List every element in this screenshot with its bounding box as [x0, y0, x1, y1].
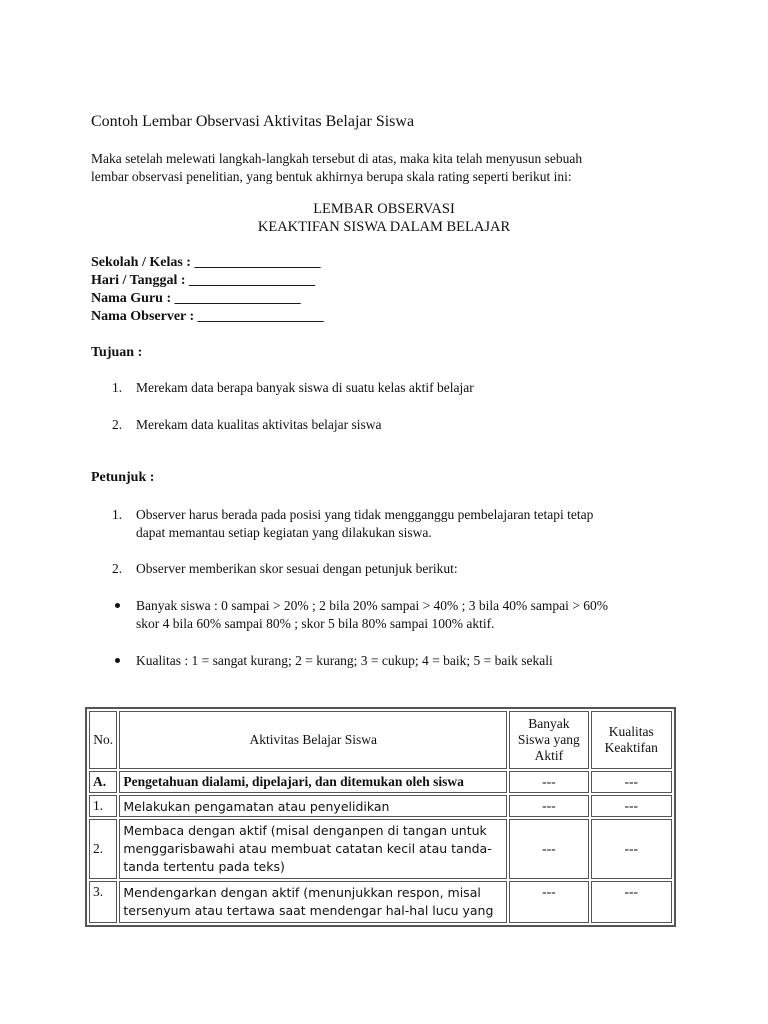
cell-banyak: ---: [509, 881, 588, 923]
item-number: 2.: [112, 417, 123, 432]
cell-banyak: ---: [509, 771, 588, 793]
table-row: [89, 819, 672, 879]
item-number: 1.: [112, 380, 123, 395]
item-line: dapat memantau setiap kegiatan yang dilakukan siswa.: [136, 525, 432, 540]
table-row: [89, 771, 672, 793]
cell-kualitas: ---: [591, 771, 672, 793]
item-number: 1.: [112, 507, 123, 522]
cell-kualitas: ---: [591, 881, 672, 923]
form-heading: LEMBAR OBSERVASI: [313, 201, 455, 217]
table-header-row: [89, 711, 672, 769]
cell-banyak: ---: [509, 819, 588, 879]
tujuan-label: Tujuan :: [91, 345, 143, 360]
cell-banyak: ---: [509, 795, 588, 817]
table-row: [89, 881, 672, 923]
item-line: Observer harus berada pada posisi yang tidak mengganggu pembelajaran tetapi tetap: [136, 507, 594, 522]
item-text: Merekam data kualitas aktivitas belajar siswa: [136, 417, 382, 432]
bullet-icon: [115, 603, 120, 608]
cell-no: 3.: [89, 881, 117, 923]
item-line: Banyak siswa : 0 sampai > 20% ; 2 bila 20% sampai > 40% ; 3 bila 40% sampai > 60%: [136, 598, 609, 613]
cell-no: 2.: [89, 819, 117, 879]
bullet-icon: [115, 658, 120, 663]
form-subheading: KEAKTIFAN SISWA DALAM BELAJAR: [257, 219, 511, 235]
header-banyak-siswa: Banyak Siswa yang Aktif: [509, 711, 588, 769]
document-title: Contoh Lembar Observasi Aktivitas Belajar Siswa: [91, 113, 415, 130]
cell-aktivitas: Pengetahuan dialami, dipelajari, dan ditemukan oleh siswa: [119, 771, 507, 793]
intro-paragraph: [91, 150, 691, 186]
cell-kualitas: ---: [591, 819, 672, 879]
item-text: Merekam data berapa banyak siswa di suatu kelas aktif belajar: [136, 380, 474, 395]
intro-line: lembar observasi penelitian, yang bentuk akhirnya berupa skala rating seperti berikut ini:: [91, 169, 572, 184]
table-row: [89, 795, 672, 817]
item-text: Kualitas : 1 = sangat kurang; 2 = kurang; 3 = cukup; 4 = baik; 5 = baik sekali: [136, 653, 553, 668]
cell-aktivitas: Mendengarkan dengan aktif (menunjukkan respon, misal tersenyum atau tertawa saat mendengar hal-hal lucu yang: [119, 881, 507, 923]
observation-table: [85, 707, 676, 927]
header-no: No.: [89, 711, 117, 769]
field-nama-guru: Nama Guru : __________________: [91, 291, 301, 306]
intro-line: Maka setelah melewati langkah-langkah tersebut di atas, maka kita telah menyusun sebuah: [91, 151, 583, 166]
item-text: Observer memberikan skor sesuai dengan petunjuk berikut:: [136, 561, 458, 576]
item-text: [136, 506, 593, 542]
header-kualitas: Kualitas Keaktifan: [591, 711, 672, 769]
field-hari-tanggal: Hari / Tanggal : __________________: [91, 273, 316, 288]
item-number: 2.: [112, 561, 123, 576]
cell-aktivitas: Membaca dengan aktif (misal denganpen di tangan untuk menggarisbawahi atau membuat catatan kecil atau tanda-tanda tertentu pada teks): [119, 819, 507, 879]
petunjuk-label: Petunjuk :: [91, 470, 155, 485]
item-text: [136, 597, 608, 633]
field-sekolah-kelas: Sekolah / Kelas : __________________: [91, 255, 321, 270]
header-aktivitas: Aktivitas Belajar Siswa: [119, 711, 507, 769]
field-nama-observer: Nama Observer : __________________: [91, 309, 324, 324]
cell-no: A.: [89, 771, 117, 793]
cell-no: 1.: [89, 795, 117, 817]
cell-kualitas: ---: [591, 795, 672, 817]
cell-aktivitas: Melakukan pengamatan atau penyelidikan: [119, 795, 507, 817]
item-line: skor 4 bila 60% sampai 80% ; skor 5 bila 80% sampai 100% aktif.: [136, 616, 495, 631]
